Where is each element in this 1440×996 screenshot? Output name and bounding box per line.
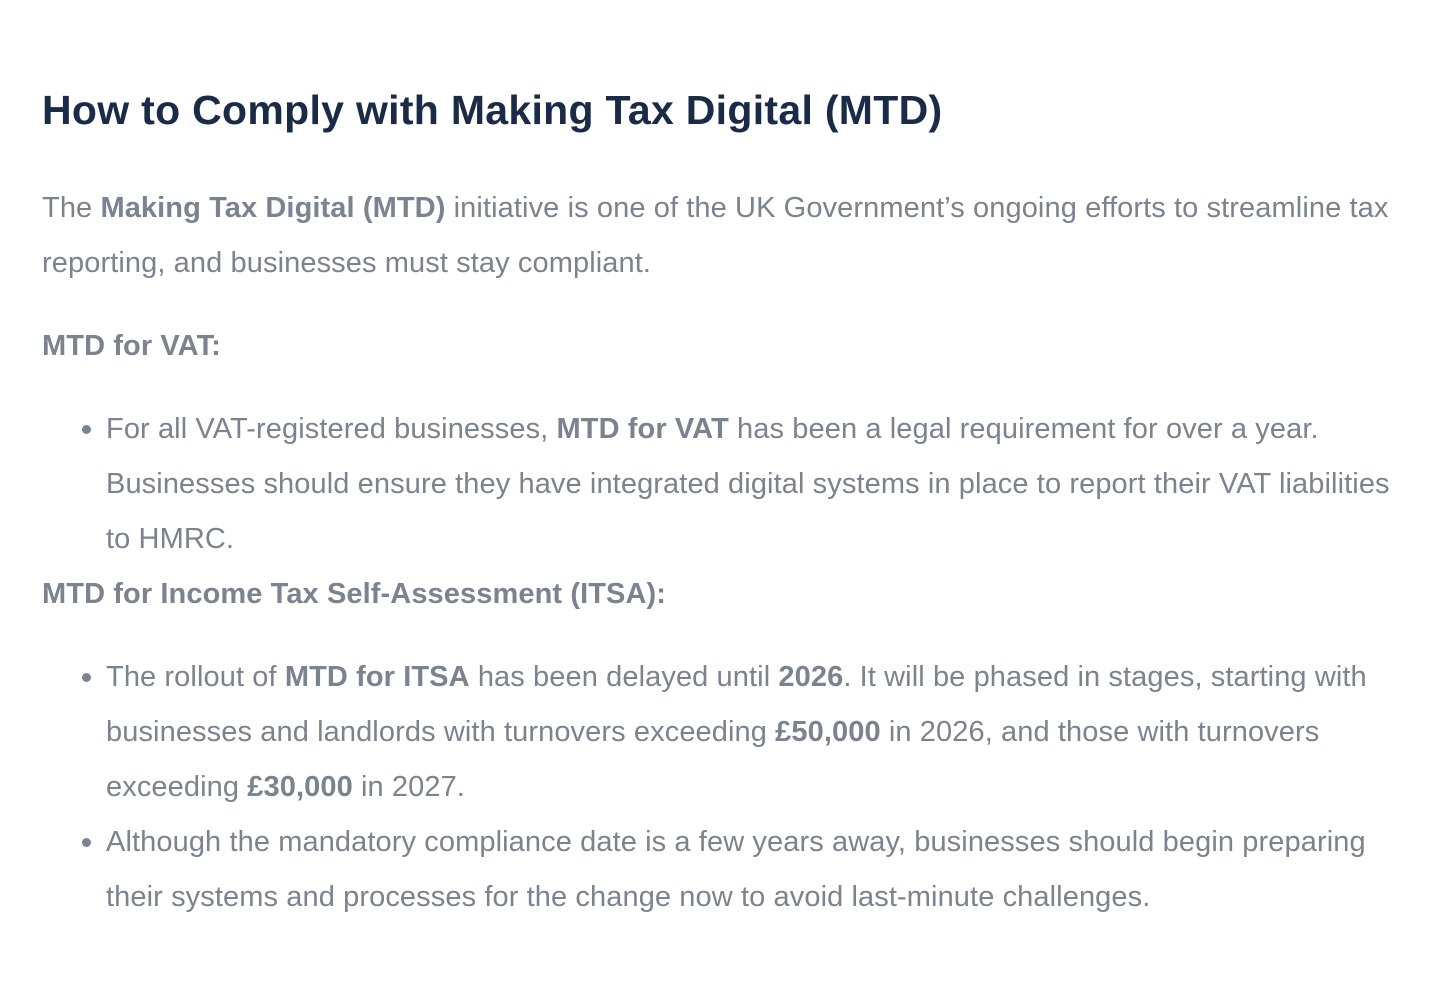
list-item: Although the mandatory compliance date is a few years away, businesses should begin preparing their systems and processes for the change now to avoid last-minute challenges.	[106, 815, 1402, 925]
mtd-vat-bullet-list	[42, 402, 1402, 567]
intro-paragraph: The Making Tax Digital (MTD) initiative is one of the UK Government’s ongoing efforts to streamline tax reporting, and businesses must stay compliant.	[42, 192, 1389, 280]
section-heading-mtd-itsa: MTD for Income Tax Self-Assessment (ITSA):	[42, 578, 667, 611]
mtd-itsa-bullet-list	[42, 650, 1402, 925]
list-item: For all VAT-registered businesses, MTD for VAT has been a legal requirement for over a year. Businesses should ensure they have integrated digital systems in place to report their VAT liabilities to HMRC.	[106, 402, 1402, 567]
page-title: How to Comply with Making Tax Digital (MTD)	[42, 87, 943, 133]
list-item: The rollout of MTD for ITSA has been delayed until 2026. It will be phased in stages, starting with businesses and landlords with turnovers exceeding £50,000 in 2026, and those with turnovers exceeding £30,000 in 2027.	[106, 650, 1402, 815]
section-heading-mtd-vat: MTD for VAT:	[42, 330, 221, 363]
